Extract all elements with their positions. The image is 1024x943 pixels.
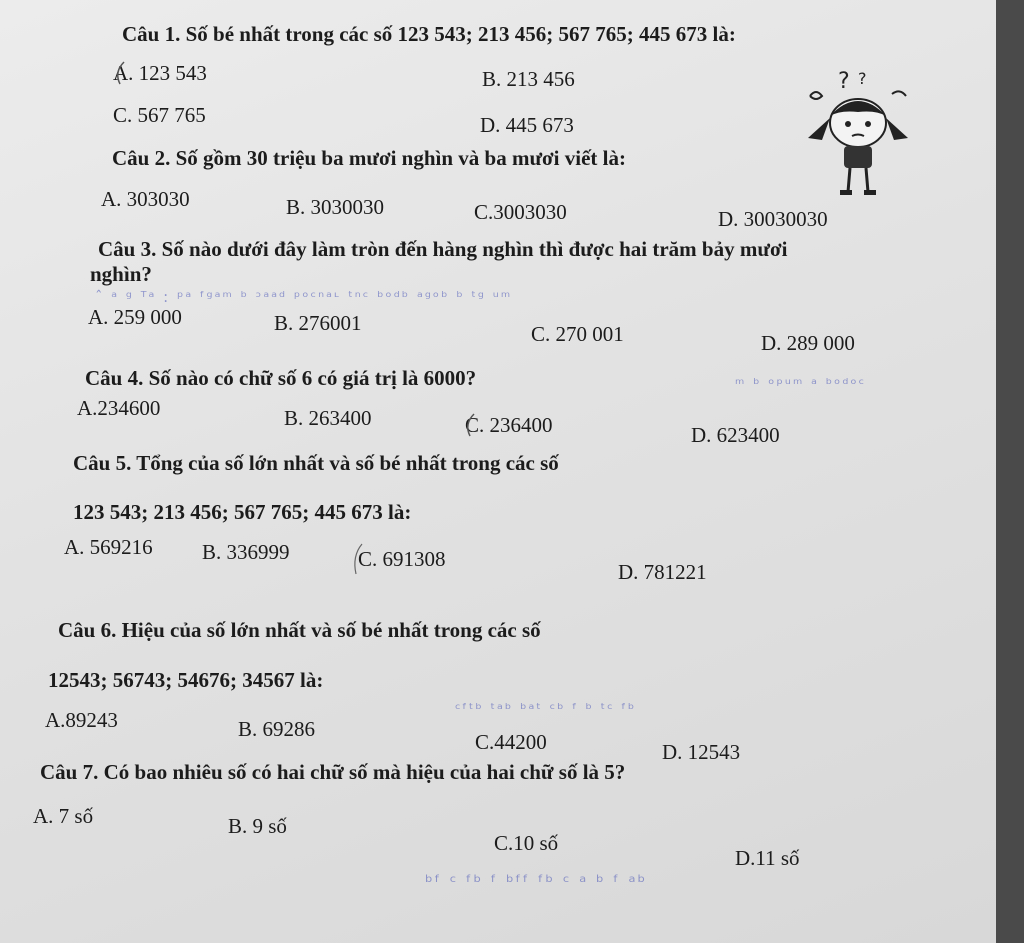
q1-option-b: B. 213 456 bbox=[482, 67, 575, 91]
q5-option-b: B. 336999 bbox=[202, 540, 290, 564]
question-7-title: Câu 7. Có bao nhiêu số có hai chữ số mà hiệu của hai chữ số là 5? bbox=[40, 760, 626, 784]
question-5-title-line1: Câu 5. Tổng của số lớn nhất và số bé nhất trong các số bbox=[73, 451, 559, 475]
svg-text:?: ? bbox=[838, 69, 850, 94]
q7-option-d: D.11 số bbox=[735, 846, 800, 870]
q1-option-a: A. 123 543 bbox=[113, 61, 207, 85]
cartoon-girl-icon bbox=[800, 68, 920, 198]
q5-option-c: C. 691308 bbox=[358, 547, 446, 571]
question-3-title-line1: Câu 3. Số nào dưới đây làm tròn đến hàng nghìn thì được hai trăm bảy mươi bbox=[98, 237, 788, 261]
question-6-title-line1: Câu 6. Hiệu của số lớn nhất và số bé nhất trong các số bbox=[58, 618, 541, 642]
question-6-title-line2: 12543; 56743; 54676; 34567 là: bbox=[48, 668, 324, 692]
ink-bleed-1: ˆ ᵃ ᵍ ᵀᵃ : ᵖᵃ ᶠᵍᵃᵐ ᵇ ᵓᵃᵃᵈ ᵖᵒᶜⁿᵃᶫ ᵗⁿᶜ ᵇᵒᵈᵇ ᵃᵍᵒᵇ ᵇ ᵗᵍ ᵘᵐ bbox=[95, 288, 513, 306]
q4-option-b: B. 263400 bbox=[284, 406, 372, 430]
question-2-title: Câu 2. Số gồm 30 triệu ba mươi nghìn và ba mươi viết là: bbox=[112, 146, 626, 170]
question-3-title-line2: nghìn? bbox=[90, 262, 152, 286]
q4-option-d: D. 623400 bbox=[691, 423, 780, 447]
q2-option-d: D. 30030030 bbox=[718, 207, 828, 231]
svg-text:?: ? bbox=[858, 69, 867, 88]
question-5-title-line2: 123 543; 213 456; 567 765; 445 673 là: bbox=[73, 500, 412, 524]
background-edge bbox=[996, 0, 1024, 943]
q4-option-c: C. 236400 bbox=[465, 413, 553, 437]
q5-option-a: A. 569216 bbox=[64, 535, 153, 559]
q3-option-b: B. 276001 bbox=[274, 311, 362, 335]
q1-option-d: D. 445 673 bbox=[480, 113, 574, 137]
q6-option-c: C.44200 bbox=[475, 730, 547, 754]
q7-option-c: C.10 số bbox=[494, 831, 559, 855]
ink-bleed-4: ᵇᶠ ᶜ ᶠᵇ ᶠ ᵇᶠᶠ ᶠᵇ ᶜ ᵃ ᵇ ᶠ ᵃᵇ bbox=[425, 872, 648, 893]
q2-option-c: C.3003030 bbox=[474, 200, 567, 224]
q2-option-a: A. 303030 bbox=[101, 187, 190, 211]
q6-option-d: D. 12543 bbox=[662, 740, 741, 764]
question-4-title: Câu 4. Số nào có chữ số 6 có giá trị là 6000? bbox=[85, 366, 477, 390]
q5-option-d: D. 781221 bbox=[618, 560, 707, 584]
q6-option-b: B. 69286 bbox=[238, 717, 316, 741]
q1-option-c: C. 567 765 bbox=[113, 103, 206, 127]
q3-option-a: A. 259 000 bbox=[88, 305, 182, 329]
q2-option-b: B. 3030030 bbox=[286, 195, 385, 219]
q7-option-a: A. 7 số bbox=[33, 804, 94, 828]
ink-bleed-3: ᶜᶠᵗᵇ ᵗᵃᵇ ᵇᵃᵗ ᶜᵇ ᶠ ᵇ ᵗᶜ ᶠᵇ bbox=[455, 700, 637, 718]
q3-option-c: C. 270 001 bbox=[531, 322, 624, 346]
q6-option-a: A.89243 bbox=[45, 708, 118, 732]
ink-bleed-2: ᵐ ᵇ ᵒᵖᵘᵐ ᵃ ᵇᵒᵈᵒᶜ bbox=[735, 375, 867, 393]
q3-option-d: D. 289 000 bbox=[761, 331, 855, 355]
question-1-title: Câu 1. Số bé nhất trong các số 123 543; 213 456; 567 765; 445 673 là: bbox=[122, 22, 736, 46]
q7-option-b: B. 9 số bbox=[228, 814, 287, 838]
q4-option-a: A.234600 bbox=[77, 396, 161, 420]
